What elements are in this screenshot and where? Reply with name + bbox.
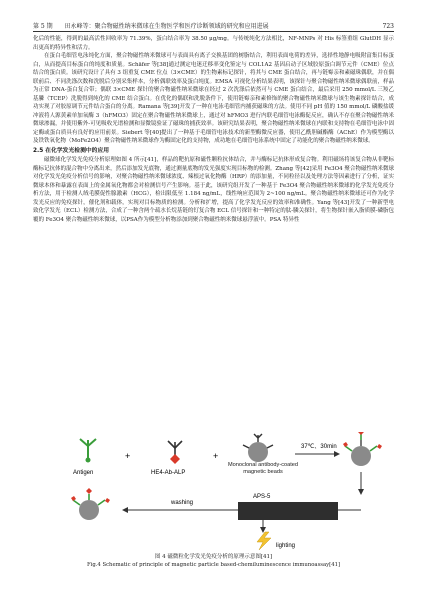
plus-sign: + (213, 451, 219, 461)
immunoassay-schematic (33, 432, 394, 550)
monoclonal-label: Monoclonal antibody-coated magnetic beads (228, 462, 298, 475)
paragraph: 磁微球化学发光免疫分析原理如图 4 所示[41]，样品的靶抗原和磁性颗粒抗体结合，并与酶标记抗体形成复合物。利用磁场将该复合物从非靶标酶标记抗体的混合物中分离出来，然后添加发光底物，通过测量底物的发光强度实现目标物的检测。Zhang 等[42]采用 Fe3O4 聚合物磁性纳米微球对化学发光免疫分析信号的影响，对聚合物磁性纳米微球浓度、辣根过氧化物酶（HRP）的添加量，不同粒径以及处理方法等因素进行了分析，证实微球本体和暴露在表面上的金属氧化物都会对检测信号产生影响。基于此，该研究组开发了一种基于 Fe3O4 聚合物磁性纳米微球的化学发光免疫分析方法，用于检测人绒毛膜促性腺激素（HCG），检出限低至 1.184 ng/mL，线性响应范围为 2~100 ng/mL。聚合物磁性纳米微球还可作为化学发光反应的免疫探针，催化剂和载体，实现对目标物质的检测。分析和扩增，提高了化学发光反应的效率和准确性。Yang 等[43]开发了一种新型电致化学发光（ECL）检测方法，合成了一种含两个疏水长烷基链的钌复合物 ECL 信号探针和一种特定的肽-膦关探针，将生物探针嵌入脂质膜-磷脂包覆的 Fe3O4 聚合物磁性纳米微球，以PSA作为模型分析物添加到聚合物磁性纳米微球悬浮液中。PSA 特异性 (33, 157, 394, 223)
antigen-icon (80, 439, 96, 463)
plus-sign: + (125, 451, 131, 461)
figure-4 (33, 432, 394, 550)
section-heading: 2.5 在化学发光检测中的应用 (33, 147, 110, 154)
magnet-block (288, 502, 338, 520)
running-header (33, 18, 394, 32)
caption-en: Fig.4 Schematic of principle of magnetic particle based-chemiluminescence immunoassay[41] (86, 562, 341, 568)
washed-complex-icon (71, 488, 110, 520)
figure-caption (33, 553, 394, 569)
paragraph: 化后的性能，得到的最高活性回收率为 71.39%，蛋白结合率为 38.50 μg/mg。与传统纯化方法相比，NF-MNPs 对 His 标签重组 GlutDH 显示出更高的特异性和活力。 (33, 36, 394, 51)
incubate-label: 37℃、30min (301, 444, 337, 450)
running-title: 田永峰等：聚合物磁性纳米微球在生物医学和医疗诊断领域的研究和应用进展 (64, 23, 269, 30)
magnet-block (238, 502, 288, 520)
aps-label: APS-5 (253, 494, 271, 500)
antigen-label: Antigen (73, 470, 94, 476)
washing-label: washing (171, 500, 194, 506)
page-number: 723 (382, 23, 394, 30)
lighting-icon (257, 532, 271, 550)
caption-zh: 图 4 磁微粒化学发光免疫分析的原理示意图[41] (154, 554, 273, 560)
immune-complex-icon (343, 432, 382, 466)
he4-label: HE4-Ab-ALP (151, 470, 186, 476)
issue-number: 第 5 期 (33, 23, 53, 30)
lighting-label: lighting (276, 543, 296, 549)
magnetic-bead-icon (243, 434, 273, 462)
paragraph: 在蛋白毛细管电泳纯化方面，聚合物磁性纳米微球可与表面具有离子交换基团的树脂结合，利用表面电荷的差异，选择性地静电吸附富集目标蛋白，从而提高目标蛋白的纯度和质量。Schäfer 等[38]通过测定电迷迁移率变化鉴定与 COL1A2 基因启动子区域胶原蛋白调节元件（CME）位点结合的蛋白质。该研究设计了具有 3 组重复 CME 位点（3×CME）的生物素标记探针，将其与 CME 蛋白结合，再与链霉亲和素磁珠偶联，并在偶联前后、不同洗涤次数和洗脱后分别采集样本，分析偶联效率及蛋白纯度。EMSA 可视化分析结果表明，该探针与聚合物磁性纳米微球偶联前，样品为正常 DNA-蛋白复合带；偶联 3×CME 探针的聚合物磁性纳米微球在经过 2 次洗涤后依然可与 CME 蛋白结合，最后采用 250 mmol/L 三羧乙基膦（TCEP）洗脱得到纯化的 CME 结合蛋白。在优化的偶联和洗脱条件下，使用链霉亲和素修饰的聚合物磁性纳米微球与该生物素探针结合，成功实现了对胶原调节元件结合蛋白的分离。Ramana 等[39]开发了一种在电泳毛细管内捕获磁珠的方法。使用不同 pH 值的 150 mmol/L 磷酸盐缓冲液将人源黄素单加氧酶 3（hFMO3）固定在聚合物磁性纳米微球上，通过对 hFMO3 进行内联毛细管电泳酶促反应，确认不存在聚合物磁性纳米微球渗漏，并使用紫外-可见吸收光谱检测和显微镜验证了磁珠的捕获效率。该研究结果表明，聚合物磁性纳米微球在内联和支持物在毛细管电泳中固定酶或蛋白质具有良好的应用前景。Siebert 等[40]提出了一种基于毛细管电泳技术的新型酶微反应器，使用乙酰胆碱酯酶（AChE）作为模型酶以及铁铁氧化物（MoFe2O4）聚合物磁性纳米微球作为酶固定化的支持物，成功地在毛细管电泳系统中固定了功能化的聚合物磁性纳米微球。 (33, 53, 394, 144)
article-body (33, 35, 394, 224)
he4-ab-alp-icon (168, 441, 182, 464)
